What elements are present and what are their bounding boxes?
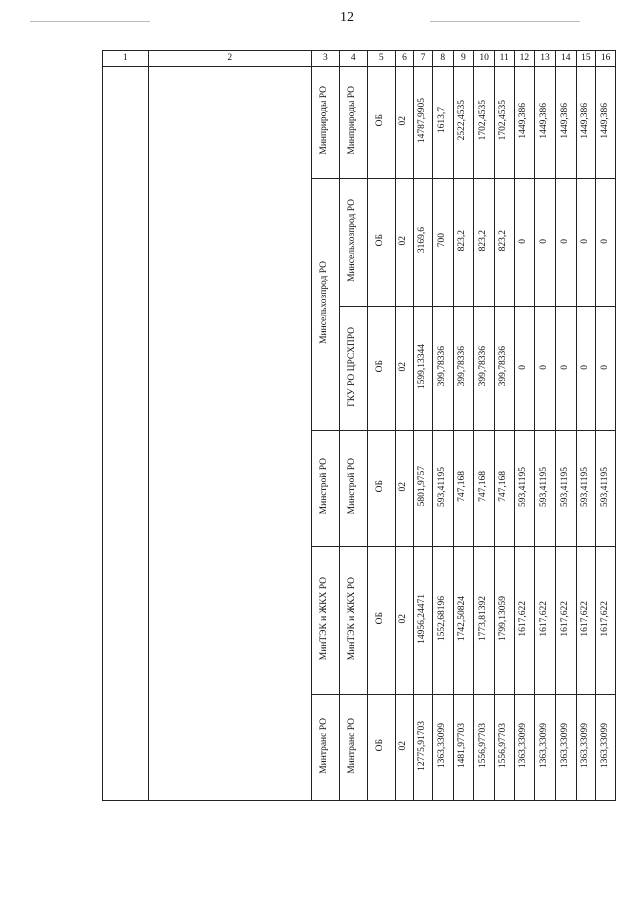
value-cell: 1617,622 bbox=[555, 547, 576, 695]
value-cell: 700 bbox=[432, 179, 453, 307]
table-row bbox=[103, 67, 616, 179]
value-cell: 0 bbox=[555, 307, 576, 431]
executor-cell: Минприроды РО bbox=[339, 67, 367, 179]
value-cell: 1449,386 bbox=[555, 67, 576, 179]
page-number: 12 bbox=[340, 10, 354, 25]
value-cell: 0 bbox=[514, 179, 535, 307]
value-cell: 0 bbox=[596, 307, 616, 431]
funding-cell: ОБ bbox=[367, 307, 395, 431]
column-number: 3 bbox=[311, 51, 339, 67]
value-cell: 1363,33099 bbox=[514, 695, 535, 801]
ministry-cell: МинТЭК и ЖКХ РО bbox=[311, 547, 339, 695]
value-cell: 0 bbox=[576, 179, 596, 307]
value-cell: 593,41195 bbox=[432, 431, 453, 547]
executor-cell: Минтранс РО bbox=[339, 695, 367, 801]
column-number: 11 bbox=[494, 51, 514, 67]
column-number: 12 bbox=[514, 51, 535, 67]
value-cell: 823,2 bbox=[474, 179, 495, 307]
column-number: 6 bbox=[395, 51, 414, 67]
column-number: 2 bbox=[148, 51, 311, 67]
value-cell: 399,78336 bbox=[494, 307, 514, 431]
value-cell: 1617,622 bbox=[596, 547, 616, 695]
column-number: 9 bbox=[453, 51, 474, 67]
value-cell: 14787,9905 bbox=[414, 67, 433, 179]
column-number: 14 bbox=[555, 51, 576, 67]
executor-cell: МинТЭК и ЖКХ РО bbox=[339, 547, 367, 695]
value-cell: 14956,24471 bbox=[414, 547, 433, 695]
column-number-row bbox=[103, 51, 616, 67]
value-cell: 12775,91703 bbox=[414, 695, 433, 801]
value-cell: 0 bbox=[596, 179, 616, 307]
value-cell: 0 bbox=[576, 307, 596, 431]
code-cell: 02 bbox=[395, 307, 414, 431]
column-number: 8 bbox=[432, 51, 453, 67]
value-cell: 0 bbox=[555, 179, 576, 307]
value-cell: 1617,622 bbox=[514, 547, 535, 695]
value-cell: 399,78336 bbox=[474, 307, 495, 431]
column-number: 16 bbox=[596, 51, 616, 67]
value-cell: 1449,386 bbox=[514, 67, 535, 179]
code-cell: 02 bbox=[395, 67, 414, 179]
executor-cell: Минсельхозпрод РО bbox=[339, 179, 367, 307]
value-cell: 1481,97703 bbox=[453, 695, 474, 801]
scan-artifact-top-left bbox=[30, 21, 150, 22]
value-cell: 1702,4535 bbox=[494, 67, 514, 179]
funding-cell: ОБ bbox=[367, 695, 395, 801]
funding-cell: ОБ bbox=[367, 547, 395, 695]
value-cell: 593,41195 bbox=[535, 431, 556, 547]
value-cell: 1363,33099 bbox=[576, 695, 596, 801]
value-cell: 1617,622 bbox=[535, 547, 556, 695]
column-number: 10 bbox=[474, 51, 495, 67]
value-cell: 1363,33099 bbox=[535, 695, 556, 801]
value-cell: 1363,33099 bbox=[432, 695, 453, 801]
column-number: 13 bbox=[535, 51, 556, 67]
value-cell: 747,168 bbox=[474, 431, 495, 547]
value-cell: 1552,68196 bbox=[432, 547, 453, 695]
value-cell: 823,2 bbox=[494, 179, 514, 307]
funding-cell: ОБ bbox=[367, 431, 395, 547]
value-cell: 1799,13059 bbox=[494, 547, 514, 695]
value-cell: 593,41195 bbox=[596, 431, 616, 547]
ministry-cell: Минприроды РО bbox=[311, 67, 339, 179]
executor-cell: Минстрой РО bbox=[339, 431, 367, 547]
value-cell: 1449,386 bbox=[576, 67, 596, 179]
value-cell: 2522,4535 bbox=[453, 67, 474, 179]
ministry-cell: Минсельхозпрод РО bbox=[311, 179, 339, 431]
value-cell: 1613,7 bbox=[432, 67, 453, 179]
code-cell: 02 bbox=[395, 547, 414, 695]
value-cell: 399,78336 bbox=[432, 307, 453, 431]
code-cell: 02 bbox=[395, 695, 414, 801]
executor-cell: ГКУ РО ЦРСХПРО bbox=[339, 307, 367, 431]
code-cell: 02 bbox=[395, 431, 414, 547]
value-cell: 0 bbox=[535, 307, 556, 431]
value-cell: 1617,622 bbox=[576, 547, 596, 695]
funding-cell: ОБ bbox=[367, 179, 395, 307]
value-cell: 1449,386 bbox=[535, 67, 556, 179]
value-cell: 1556,97703 bbox=[494, 695, 514, 801]
value-cell: 1702,4535 bbox=[474, 67, 495, 179]
value-cell: 0 bbox=[535, 179, 556, 307]
value-cell: 3169,6 bbox=[414, 179, 433, 307]
value-cell: 823,2 bbox=[453, 179, 474, 307]
value-cell: 1599,13344 bbox=[414, 307, 433, 431]
value-cell: 1773,81392 bbox=[474, 547, 495, 695]
ministry-cell: Минтранс РО bbox=[311, 695, 339, 801]
value-cell: 1742,50824 bbox=[453, 547, 474, 695]
empty-cell bbox=[148, 67, 311, 801]
column-number: 7 bbox=[414, 51, 433, 67]
funding-cell: ОБ bbox=[367, 67, 395, 179]
value-cell: 0 bbox=[514, 307, 535, 431]
ministry-cell: Минстрой РО bbox=[311, 431, 339, 547]
column-number: 5 bbox=[367, 51, 395, 67]
scan-artifact-top-right bbox=[430, 21, 580, 22]
value-cell: 747,168 bbox=[494, 431, 514, 547]
value-cell: 399,78336 bbox=[453, 307, 474, 431]
value-cell: 5801,9757 bbox=[414, 431, 433, 547]
column-number: 15 bbox=[576, 51, 596, 67]
value-cell: 1363,33099 bbox=[555, 695, 576, 801]
code-cell: 02 bbox=[395, 179, 414, 307]
budget-table bbox=[102, 50, 616, 801]
empty-cell bbox=[103, 67, 149, 801]
value-cell: 1449,386 bbox=[596, 67, 616, 179]
value-cell: 593,41195 bbox=[514, 431, 535, 547]
value-cell: 1363,33099 bbox=[596, 695, 616, 801]
value-cell: 747,168 bbox=[453, 431, 474, 547]
column-number: 4 bbox=[339, 51, 367, 67]
value-cell: 593,41195 bbox=[576, 431, 596, 547]
value-cell: 1556,97703 bbox=[474, 695, 495, 801]
value-cell: 593,41195 bbox=[555, 431, 576, 547]
column-number: 1 bbox=[103, 51, 149, 67]
